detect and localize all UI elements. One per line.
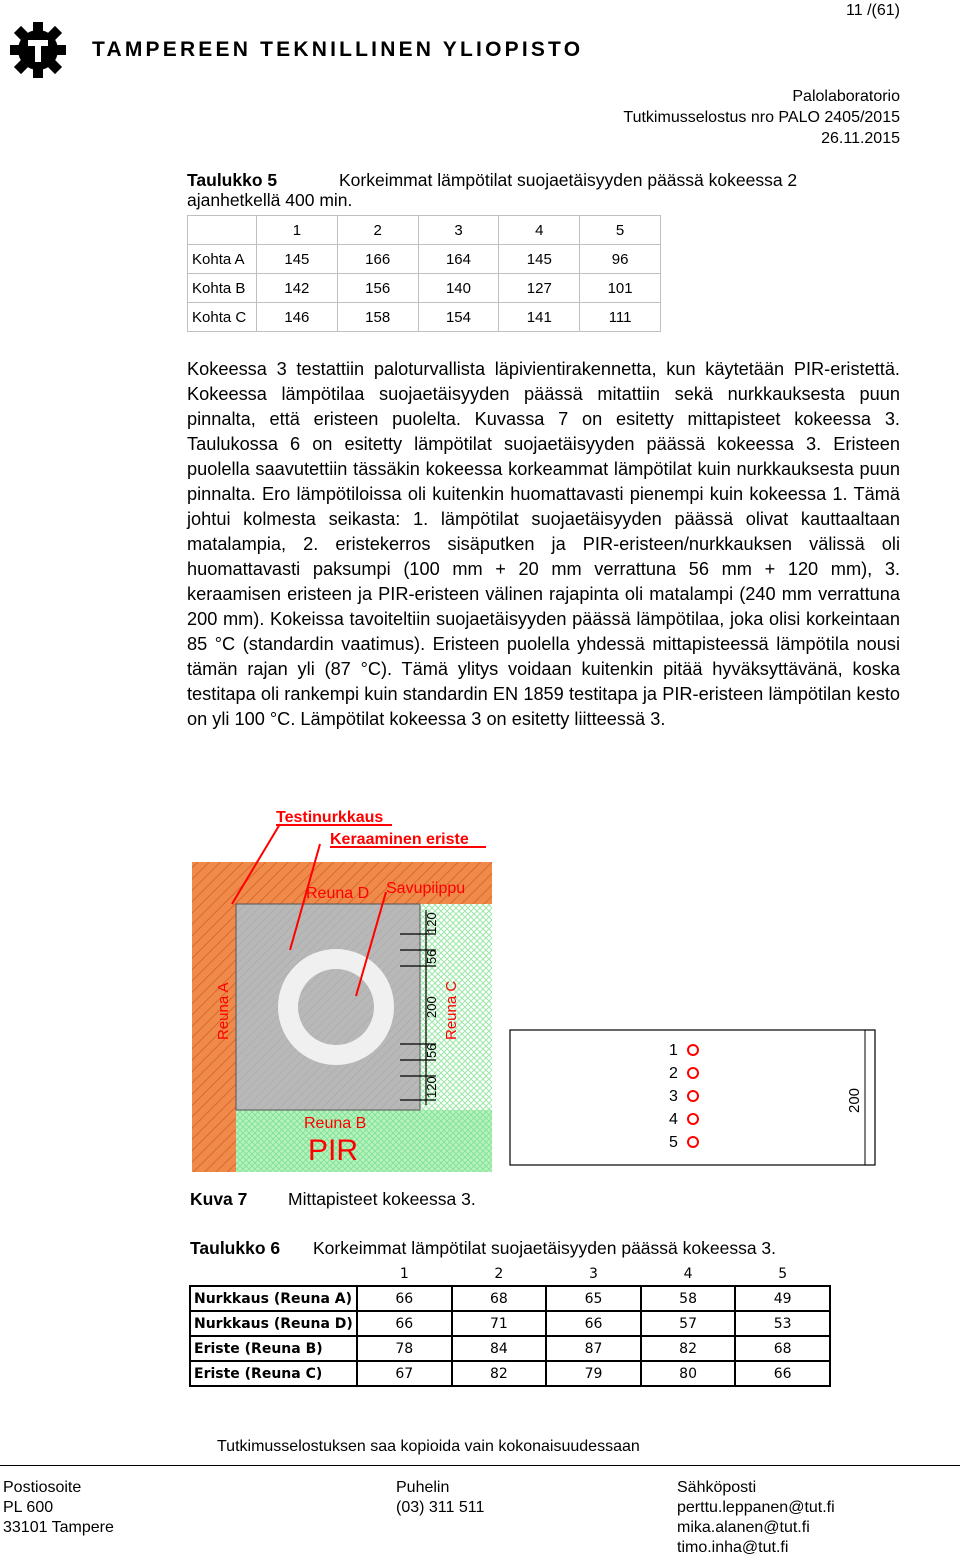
table-header-row (190, 1262, 830, 1286)
phone-label: Puhelin (396, 1479, 450, 1496)
table-cell: 66 (735, 1361, 830, 1386)
figure7-measurement-points (505, 1025, 885, 1175)
dimension-label: 200 (424, 996, 439, 1018)
report-date: 26.11.2015 (821, 130, 900, 147)
table-cell: 87 (546, 1336, 641, 1361)
table-cell: 145 (499, 245, 580, 274)
table-cell: 67 (357, 1361, 452, 1386)
table5 (187, 215, 661, 332)
report-number: Tutkimusselostus nro PALO 2405/2015 (623, 109, 900, 126)
table-cell: 58 (641, 1286, 736, 1311)
email-link[interactable]: perttu.leppanen@tut.fi (677, 1499, 835, 1516)
table6-title: Korkeimmat lämpötilat suojaetäisyyden päässä kokeessa 3. (313, 1238, 777, 1258)
table-cell: 146 (257, 303, 338, 332)
figure7-caption-text: Mittapisteet kokeessa 3. (288, 1189, 476, 1209)
footer-address (3, 1478, 114, 1538)
table5-label: Taulukko 5 (187, 170, 278, 190)
figure7-caption (190, 1189, 476, 1210)
table-cell: 82 (452, 1361, 547, 1386)
column-header: 2 (452, 1262, 547, 1286)
page-number: 11 /(61) (846, 2, 900, 19)
table-cell: 53 (735, 1311, 830, 1336)
table-cell: 68 (452, 1286, 547, 1311)
column-header: 1 (257, 216, 338, 245)
table-cell: 156 (337, 274, 418, 303)
lab-name: Palolaboratorio (792, 88, 900, 105)
table-cell: 82 (641, 1336, 736, 1361)
table-cell: 79 (546, 1361, 641, 1386)
row-header: Kohta A (188, 245, 257, 274)
table-cell: 68 (735, 1336, 830, 1361)
table-cell: 80 (641, 1361, 736, 1386)
table-cell: 141 (499, 303, 580, 332)
table5-title-line2: ajanhetkellä 400 min. (187, 190, 353, 210)
table-cell: 66 (546, 1311, 641, 1336)
figure7-cross-section (180, 800, 500, 1180)
table-cell: 66 (357, 1311, 452, 1336)
table-cell: 66 (357, 1286, 452, 1311)
footer-divider (0, 1465, 960, 1466)
point-label: 4 (669, 1111, 678, 1128)
table-row (190, 1361, 830, 1386)
label-savupiippu: Savupiippu (386, 880, 466, 897)
table-cell: 145 (257, 245, 338, 274)
university-name: TAMPEREEN TEKNILLINEN YLIOPISTO (92, 38, 584, 61)
table-row (190, 1286, 830, 1311)
email-link[interactable]: mika.alanen@tut.fi (677, 1519, 810, 1536)
table-cell: 101 (580, 274, 661, 303)
column-header: 3 (418, 216, 499, 245)
table-cell: 127 (499, 274, 580, 303)
row-header: Eriste (Reuna C) (190, 1361, 357, 1386)
phone-number: (03) 311 511 (396, 1499, 485, 1516)
email-link[interactable]: timo.inha@tut.fi (677, 1539, 789, 1556)
table-cell: 164 (418, 245, 499, 274)
column-header: 3 (546, 1262, 641, 1286)
table-cell: 57 (641, 1311, 736, 1336)
table-cell: 111 (580, 303, 661, 332)
row-header: Kohta B (188, 274, 257, 303)
table-cell: 78 (357, 1336, 452, 1361)
row-header: Eriste (Reuna B) (190, 1336, 357, 1361)
label-testinurkkaus: Testinurkkaus (276, 809, 384, 826)
dimension-label-200: 200 (846, 1087, 863, 1113)
table-cell: 142 (257, 274, 338, 303)
dimension-label: 56 (424, 949, 439, 964)
column-header: 4 (641, 1262, 736, 1286)
label-pir: PIR (308, 1134, 359, 1167)
address-label: Postiosoite (3, 1479, 82, 1496)
table-row (190, 1311, 830, 1336)
label-reuna-a: Reuna A (215, 982, 232, 1040)
table5-caption (187, 170, 797, 210)
dimension-label: 56 (424, 1043, 439, 1058)
dimension-label: 120 (424, 912, 439, 934)
column-header: 4 (499, 216, 580, 245)
table-cell: 65 (546, 1286, 641, 1311)
column-header: 2 (337, 216, 418, 245)
table-row (188, 245, 661, 274)
row-header: Nurkkaus (Reuna D) (190, 1311, 357, 1336)
address-line: 33101 Tampere (3, 1519, 114, 1536)
row-header: Kohta C (188, 303, 257, 332)
column-header: 5 (580, 216, 661, 245)
point-label: 2 (669, 1065, 678, 1082)
table6-label: Taulukko 6 (190, 1238, 281, 1258)
figure7-label: Kuva 7 (190, 1189, 248, 1209)
table-cell: 96 (580, 245, 661, 274)
point-label: 1 (669, 1042, 678, 1059)
table-cell: 166 (337, 245, 418, 274)
measurement-panel (510, 1030, 875, 1165)
body-text: Kokeessa 3 testattiin paloturvallista läpivientirakennetta, kun käytetään PIR-eristettä. Kokeessa lämpötilaa suojaetäisyyden päässä mitattiin sekä nurkkauksesta puun pinnalta, että eristeen puolelta. Kuvassa 7 on esitetty mittapisteet kokeessa 3. Taulukossa 6 on esitetty lämpötilat suojaetäisyyden päässä kokeessa 3. Eristeen puolella saavutettiin tässäkin kokeessa korkeammat lämpötilat kuin nurkkauksesta puun pinnalta. Ero lämpötiloissa oli kuitenkin huomattavasti pienempi kuin kokeessa 1. Tämä johtui kolmesta seikasta: 1. lämpötilat suojaetäisyyden päässä olivat kauttaaltaan matalampia, 2. eristekerros sisäputken ja PIR-eristeen/nurkkauksen välissä oli huomattavasti paksumpi (100 mm + 20 mm verrattuna 56 mm + 120 mm), 3. keraamisen eristeen ja PIR-eristeen välinen rajapinta oli matalampi (240 mm verrattuna 200 mm). Kokeissa tavoiteltiin suojaetäisyyden päässä lämpötilaa, joka olisi korkeintaan 85 °C (standardin vaatimus). Eristeen puolella yhdessä mittapisteessä lämpötila nousi tämän rajan yli (87 °C). Tämä ylitys voidaan kuitenkin pitää hyväksyttävänä, koska testitapa oli rankempi kuin standardin EN 1859 testitapa ja PIR-eristeen lämpötilan kesto on yli 100 °C. Lämpötilat kokeessa 3 on esitetty liitteessä 3. (187, 359, 900, 729)
point-label: 5 (669, 1134, 678, 1151)
table-corner-cell (190, 1262, 357, 1286)
table-row (188, 274, 661, 303)
table-cell: 84 (452, 1336, 547, 1361)
table-row (190, 1336, 830, 1361)
body-paragraph (187, 357, 900, 732)
table-header-row (188, 216, 661, 245)
dimension-label: 120 (424, 1076, 439, 1098)
report-header (623, 86, 900, 149)
table6 (189, 1262, 831, 1387)
footer-email (677, 1478, 835, 1558)
table-cell: 140 (418, 274, 499, 303)
row-header: Nurkkaus (Reuna A) (190, 1286, 357, 1311)
column-header: 5 (735, 1262, 830, 1286)
table-cell: 154 (418, 303, 499, 332)
chimney-flue (298, 969, 374, 1045)
label-keraaminen-eriste: Keraaminen eriste (330, 831, 469, 848)
table6-caption (190, 1238, 776, 1259)
table-cell: 71 (452, 1311, 547, 1336)
point-label: 3 (669, 1088, 678, 1105)
table-cell: 158 (337, 303, 418, 332)
table-corner-cell (188, 216, 257, 245)
table-cell: 49 (735, 1286, 830, 1311)
label-reuna-c: Reuna C (443, 980, 460, 1040)
address-line: PL 600 (3, 1499, 54, 1516)
footer-note: Tutkimusselostuksen saa kopioida vain kokonaisuudessaan (217, 1438, 640, 1455)
label-reuna-b: Reuna B (304, 1115, 367, 1132)
table5-title: Korkeimmat lämpötilat suojaetäisyyden päässä kokeessa 2 (339, 170, 798, 190)
gear-logo-icon (6, 18, 86, 82)
column-header: 1 (357, 1262, 452, 1286)
footer-phone (396, 1478, 484, 1518)
email-label: Sähköposti (677, 1479, 757, 1496)
label-reuna-d: Reuna D (306, 885, 370, 902)
table-row (188, 303, 661, 332)
